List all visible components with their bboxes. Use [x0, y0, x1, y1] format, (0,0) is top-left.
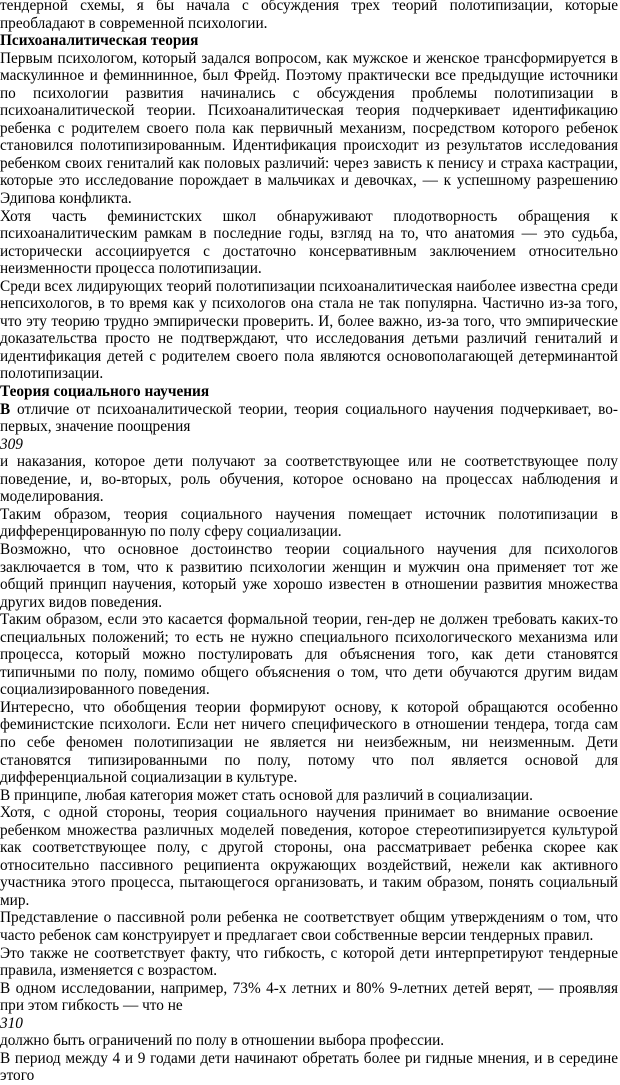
intro-paragraph: тендерной схемы, я бы начала с обсуждения трех теорий полотипизации, которые преобладают в современной психологии. — [0, 0, 618, 32]
heading-social-learning-theory: Теория социального научения — [0, 383, 210, 401]
psychoanalytic-paragraph-1: Первым психологом, который задался вопросом, как мужское и женское трансформируется в маскулинное и феминнинное, был Фрейд. Поэтому практически все предыдущие источники по психологии развития начинались с обсуждения проблемы полотипизации в психоаналитической теории. Психоаналитическая теория подчеркивает идентификацию ребенка с родителем своего пола как первичный механизм, посредством которого ребенок становился полотипизированным. Идентификация происходит из результатов исследования ребенком своих гениталий как половых различий: через зависть к пенису и страха кастрации, которые это исследование порождает в мальчиках и девочках, — к успешному разрешению Эдипова конфликта. — [0, 49, 618, 208]
social-paragraph-8: Хотя, с одной стороны, теория социального научения принимает во внимание освоение ребенком множества различных моделей поведения, которое стереотипизируется культурой как соответствующее полу, с другой стороны, она рассматривает ребенка скорее как относительно пассивного реципиента окружающих воздействий, нежели как активного участника этого процесса, пытающегося организовать, и таким образом, понять социальный мир. — [0, 804, 618, 909]
social-paragraph-11: В одном исследовании, например, 73% 4-х летних и 80% 9-летних детей верят, — проявляя при этом гибкость — что не — [0, 979, 618, 1015]
page-number-310: 310 — [0, 1014, 23, 1032]
social-paragraph-4: Возможно, что основное достоинство теории социального научения для психологов заключается в том, что к развитию психологии женщин и мужчин она применяет тот же общий принцип научения, который уже хорошо известен в отношении развития множества других видов поведения. — [0, 540, 618, 611]
social-paragraph-7: В принципе, любая категория может стать основой для различий в социализации. — [0, 786, 533, 804]
heading-psychoanalytic-theory: Психоаналитическая теория — [0, 32, 199, 50]
social-paragraph-6: Интересно, что обобщения теории формируют основу, к которой обращаются особенно феминистские психологи. Если нет ничего специфического в отношении тендера, тогда сам по себе феномен полотипизации не является ни неизбежным, ни неизменным. Дети становятся типизированными по полу, потому что пол является основой для дифференциальной социализации в культуре. — [0, 698, 618, 787]
psychoanalytic-paragraph-3: Среди всех лидирующих теорий полотипизации психоаналитическая наиболее известна среди непсихологов, в то время как у психологов она стала не так популярна. Частично из-за того, что эту теорию трудно эмпирически проверить. И, более важно, из-за того, что эмпирические доказательства просто не подтверждают, что исследования детьми различий гениталий и идентификация детей с родителем своего пола являются основополагающей детерминантой полотипизации. — [0, 277, 618, 383]
social-paragraph-5: Таким образом, если это касается формальной теории, ген-дер не должен требовать каких-то специальных положений; то есть не нужно специального психологического механизма или процесса, который можно постулировать для объяснения того, как дети становятся типичными по полу, помимо общего объяснения о том, что дети обучаются другим видам социализированного поведения. — [0, 611, 618, 699]
social-paragraph-13: В период между 4 и 9 годами дети начинают обретать более ри гидные мнения, и в середине этого — [0, 1049, 618, 1085]
social-paragraph-2: и наказания, которое дети получают за соответствующее или не соответствующее полу поведение, и, во-вторых, роль обучения, которое основано на процессах наблюдения и моделирования. — [0, 453, 618, 506]
social-paragraph-12: должно быть ограничений по полу в отношении выбора профессии. — [0, 1032, 445, 1050]
social-paragraph-1-text: отличие от психоаналитической теории, теория социального научения подчеркивает, во-первых, значение поощрения — [0, 400, 618, 436]
psychoanalytic-paragraph-2: Хотя часть феминистских школ обнаруживают плодотворность обращения к психоаналитическим рамкам в последние годы, взгляд на то, что анатомия — это судьба, исторически ассоциируется с достаточно консервативным заключением относительно неизменности процесса полотипизации. — [0, 207, 618, 278]
social-paragraph-10: Это также не соответствует факту, что гибкость, с которой дети интерпретируют тендерные правила, изменяется с возрастом. — [0, 944, 618, 980]
social-paragraph-3: Таким образом, теория социального научения помещает источник полотипизации в дифференцированную по полу сферу социализации. — [0, 505, 618, 541]
page-number-309: 309 — [0, 435, 23, 453]
drop-letter: В — [0, 400, 11, 418]
social-paragraph-9: Представление о пассивной роли ребенка не соответствует общим утверждениям о том, что часто ребенок сам конструирует и предлагает свои собственные версии тендерных правил. — [0, 909, 618, 944]
social-paragraph-1 — [0, 401, 618, 436]
